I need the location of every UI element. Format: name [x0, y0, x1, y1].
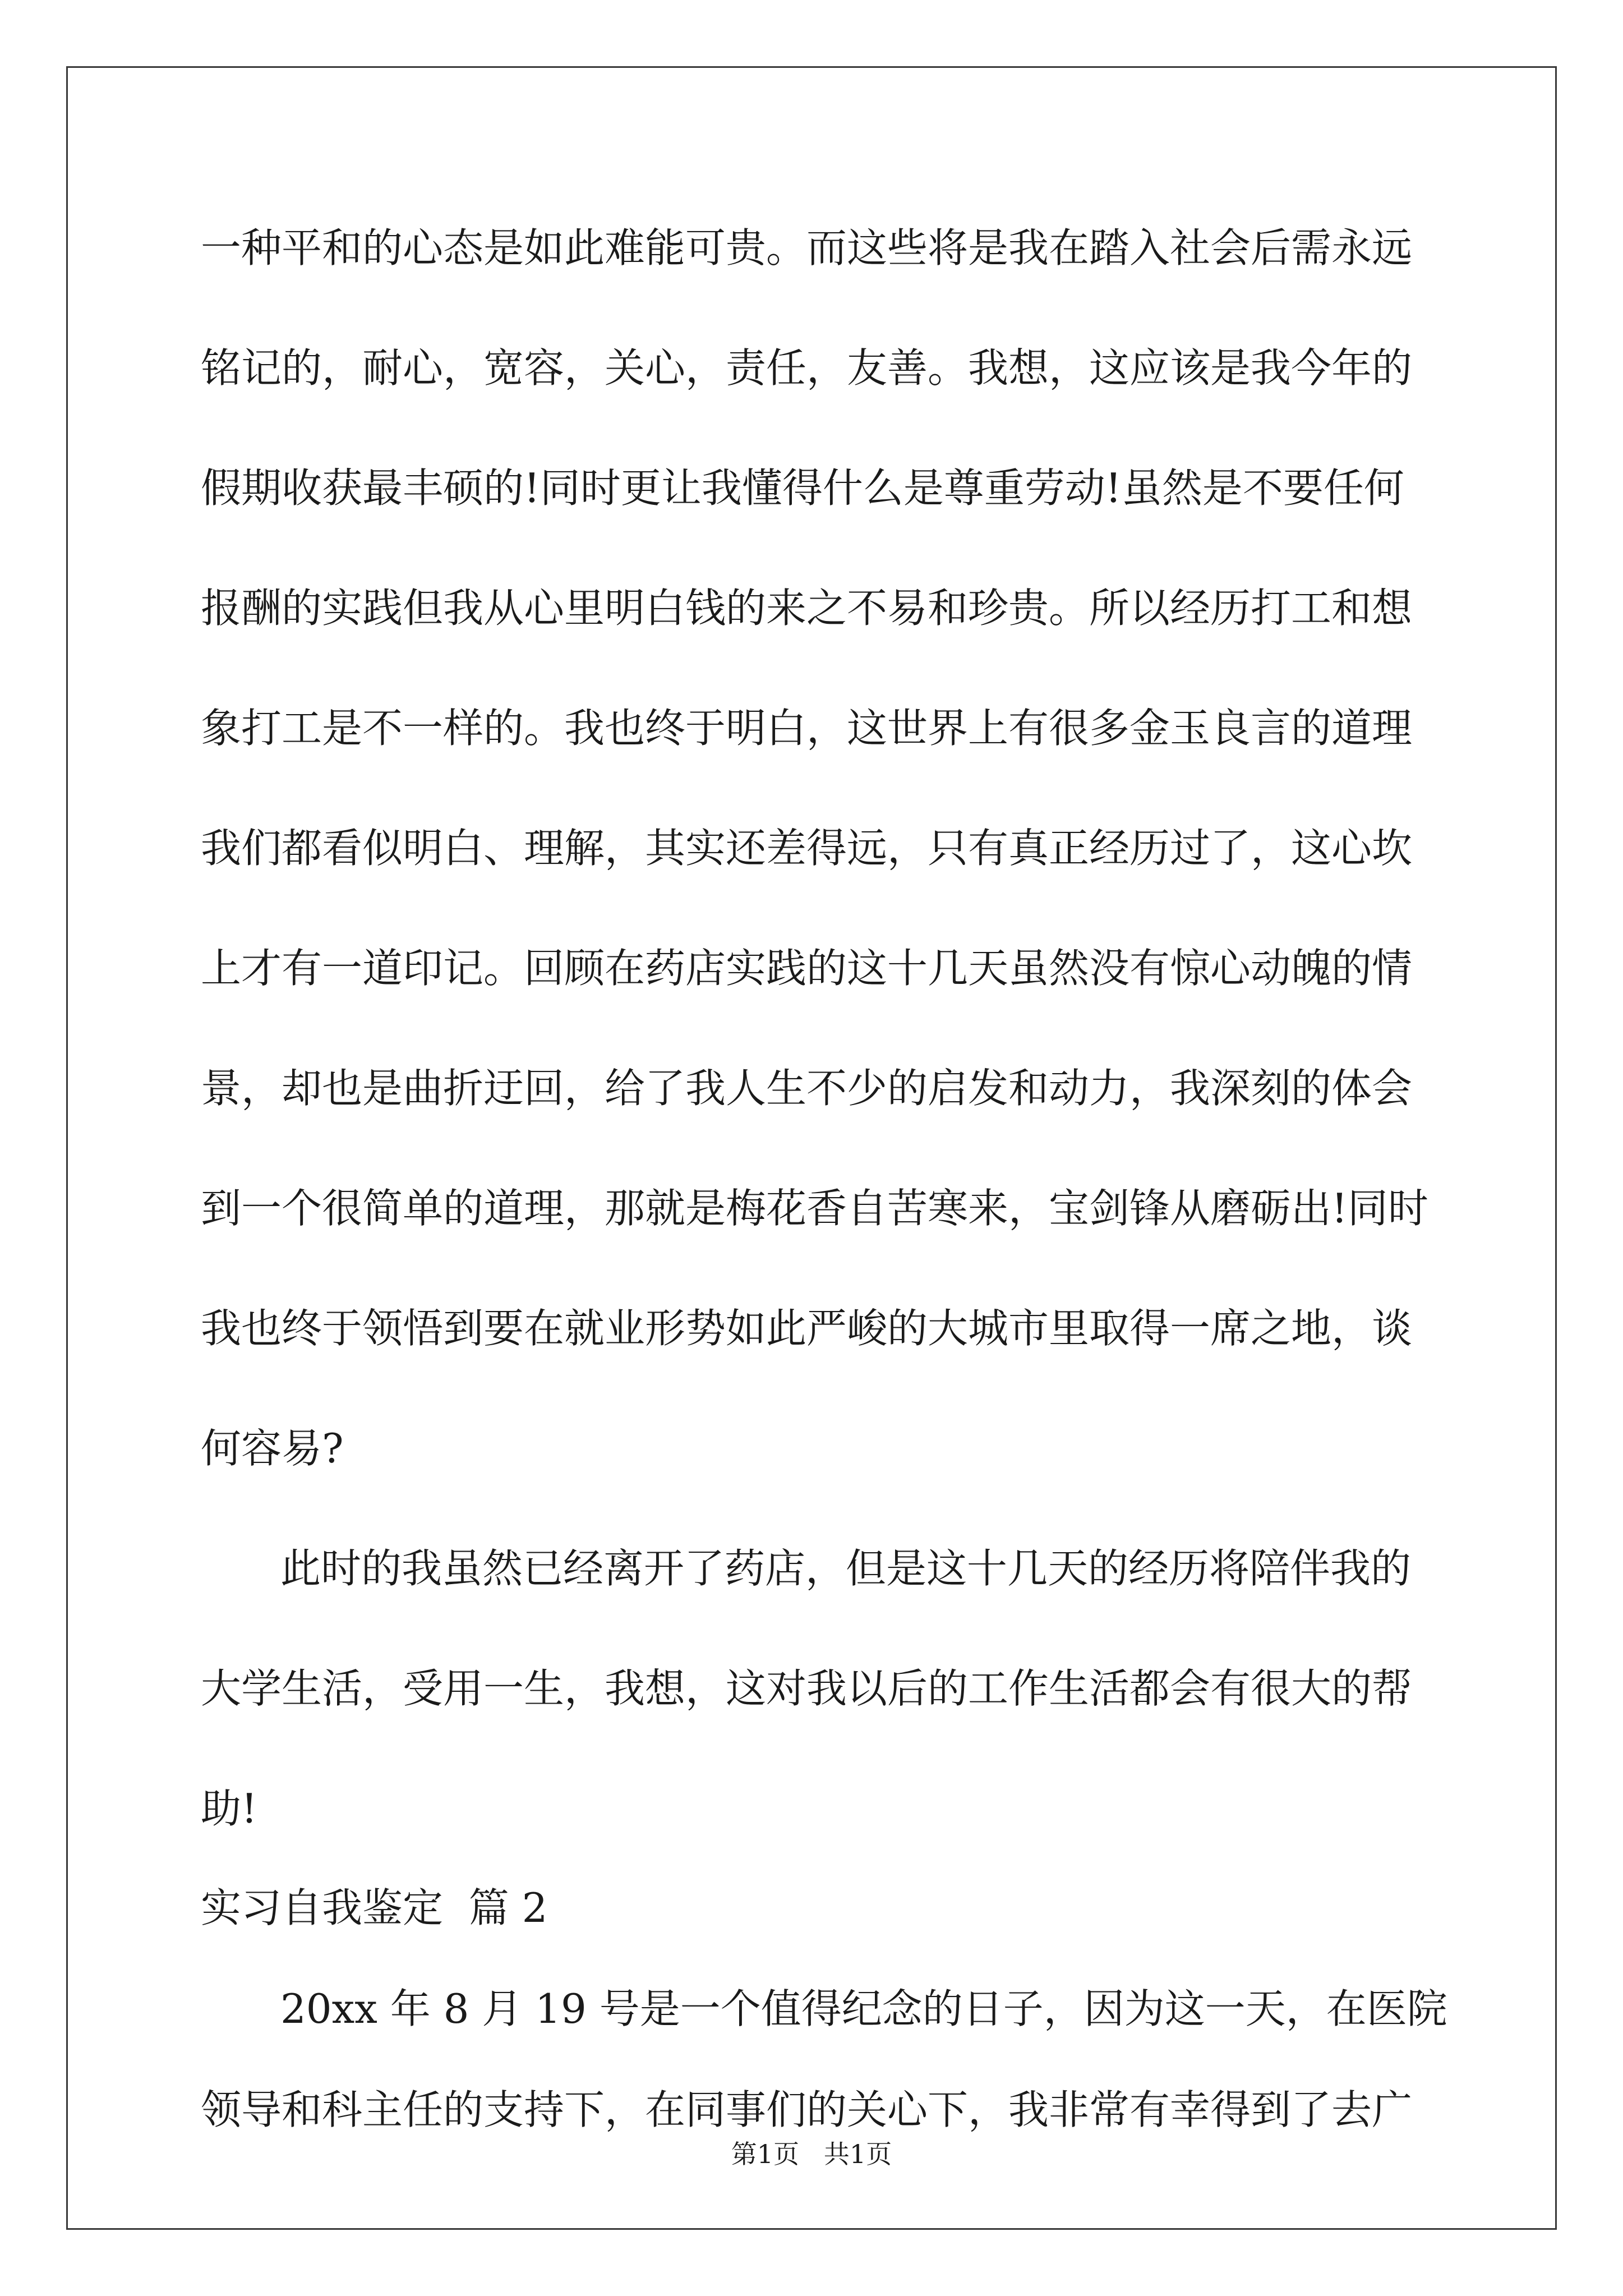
text-line: 领导和科主任的支持下，在同事们的关心下，我非常有幸得到了去广 [201, 2086, 1413, 2133]
paragraph-first-line: 20xx 年 8 月 19 号是一个值得纪念的日子，因为这一天，在医院 [280, 1985, 1447, 2032]
text-line: 何容易? [201, 1425, 344, 1472]
text-line: 象打工是不一样的。我也终于明白，这世界上有很多金玉良言的道理 [201, 705, 1413, 752]
text-line: 一种平和的心态是如此难能可贵。而这些将是我在踏入社会后需永远 [201, 224, 1413, 272]
text-line: 到一个很简单的道理，那就是梅花香自苦寒来，宝剑锋从磨砺出!同时 [201, 1185, 1428, 1232]
paragraph-first-line: 此时的我虽然已经离开了药店，但是这十几天的经历将陪伴我的 [280, 1545, 1412, 1592]
text-line: 假期收获最丰硕的!同时更让我懂得什么是尊重劳动!虽然是不要任何 [201, 464, 1404, 512]
text-line: 我们都看似明白、理解，其实还差得远，只有真正经历过了，这心坎 [201, 825, 1413, 872]
text-line: 铭记的，耐心，宽容，关心，责任，友善。我想，这应该是我今年的 [201, 344, 1413, 392]
text-line: 助! [201, 1785, 257, 1832]
text-line: 报酬的实践但我从心里明白钱的来之不易和珍贵。所以经历打工和想 [201, 585, 1413, 632]
page-footer: 第1页 共1页 [731, 2139, 892, 2169]
text-line: 我也终于领悟到要在就业形势如此严峻的大城市里取得一席之地，谈 [201, 1305, 1413, 1352]
text-line: 上才有一道印记。回顾在药店实践的这十几天虽然没有惊心动魄的情 [201, 945, 1413, 992]
text-line: 大学生活，受用一生，我想，这对我以后的工作生活都会有很大的帮 [201, 1665, 1413, 1712]
text-line: 景，却也是曲折迂回，给了我人生不少的启发和动力，我深刻的体会 [201, 1065, 1413, 1112]
section-heading: 实习自我鉴定 篇 2 [201, 1884, 548, 1931]
